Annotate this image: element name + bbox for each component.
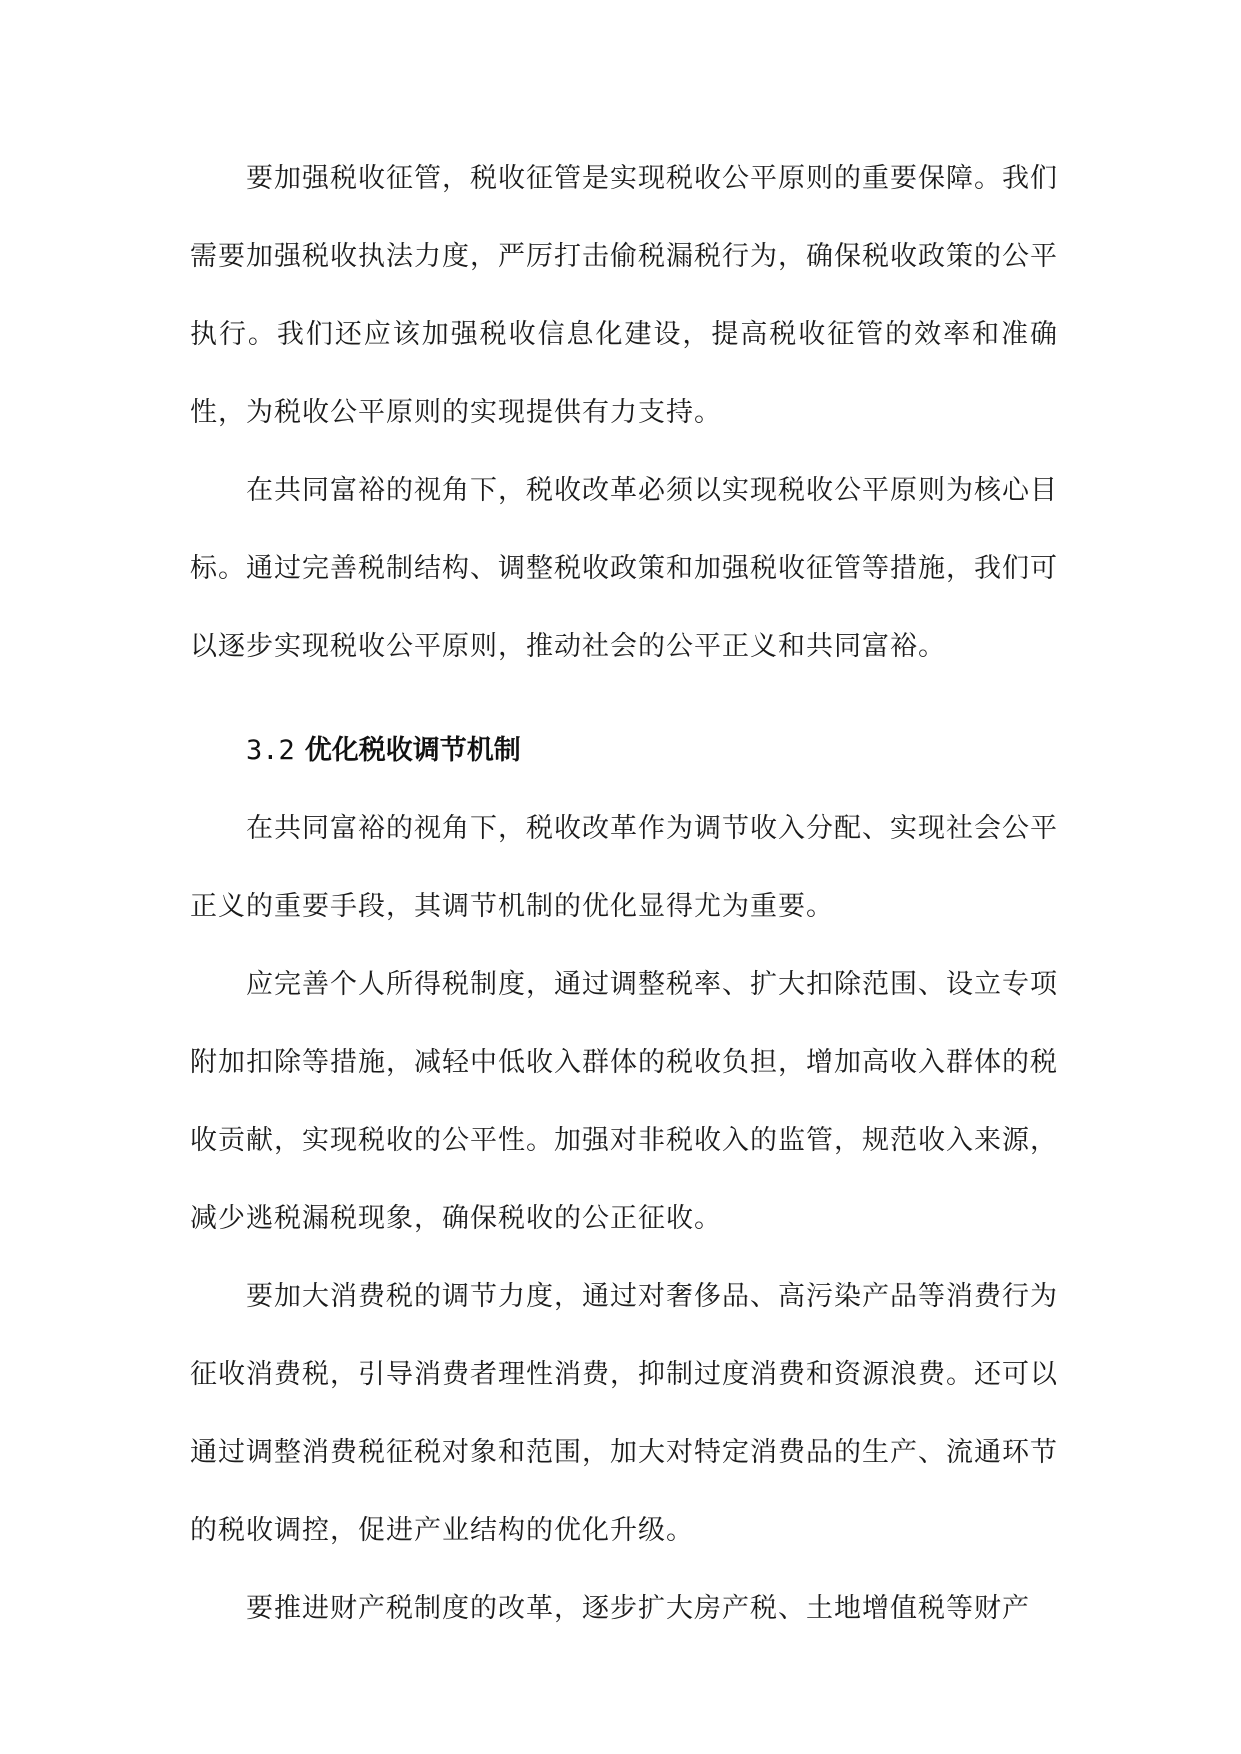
- paragraph-tax-fairness-summary: 在共同富裕的视角下，税收改革必须以实现税收公平原则为核心目标。通过完善税制结构、调整税收政策和加强税收征管等措施，我们可以逐步实现税收公平原则，推动社会的公平正义和共同富裕。: [190, 475, 1058, 662]
- paragraph-property-tax: 要推进财产税制度的改革，逐步扩大房产税、土地增值税等财产: [246, 1593, 1030, 1624]
- document-body: [190, 140, 1058, 1648]
- paragraph-consumption-tax: 要加大消费税的调节力度，通过对奢侈品、高污染产品等消费行为征收消费税，引导消费者理性消费，抑制过度消费和资源浪费。还可以通过调整消费税征税对象和范围，加大对特定消费品的生产、流通环节的税收调控，促进产业结构的优化升级。: [190, 1281, 1058, 1546]
- paragraph-regulation-intro: 在共同富裕的视角下，税收改革作为调节收入分配、实现社会公平正义的重要手段，其调节机制的优化显得尤为重要。: [190, 813, 1058, 922]
- paragraph-tax-collection: 要加强税收征管，税收征管是实现税收公平原则的重要保障。我们需要加强税收执法力度，严厉打击偷税漏税行为，确保税收政策的公平执行。我们还应该加强税收信息化建设，提高税收征管的效率和准确性，为税收公平原则的实现提供有力支持。: [190, 163, 1058, 428]
- paragraph-income-tax: 应完善个人所得税制度，通过调整税率、扩大扣除范围、设立专项附加扣除等措施，减轻中低收入群体的税收负担，增加高收入群体的税收贡献，实现税收的公平性。加强对非税收入的监管，规范收入来源，减少逃税漏税现象，确保税收的公正征收。: [190, 969, 1058, 1234]
- section-gap: [190, 686, 1058, 704]
- section-heading: [190, 712, 1058, 790]
- section-title: 优化税收调节机制: [304, 735, 521, 766]
- section-number: 3.2: [246, 735, 295, 766]
